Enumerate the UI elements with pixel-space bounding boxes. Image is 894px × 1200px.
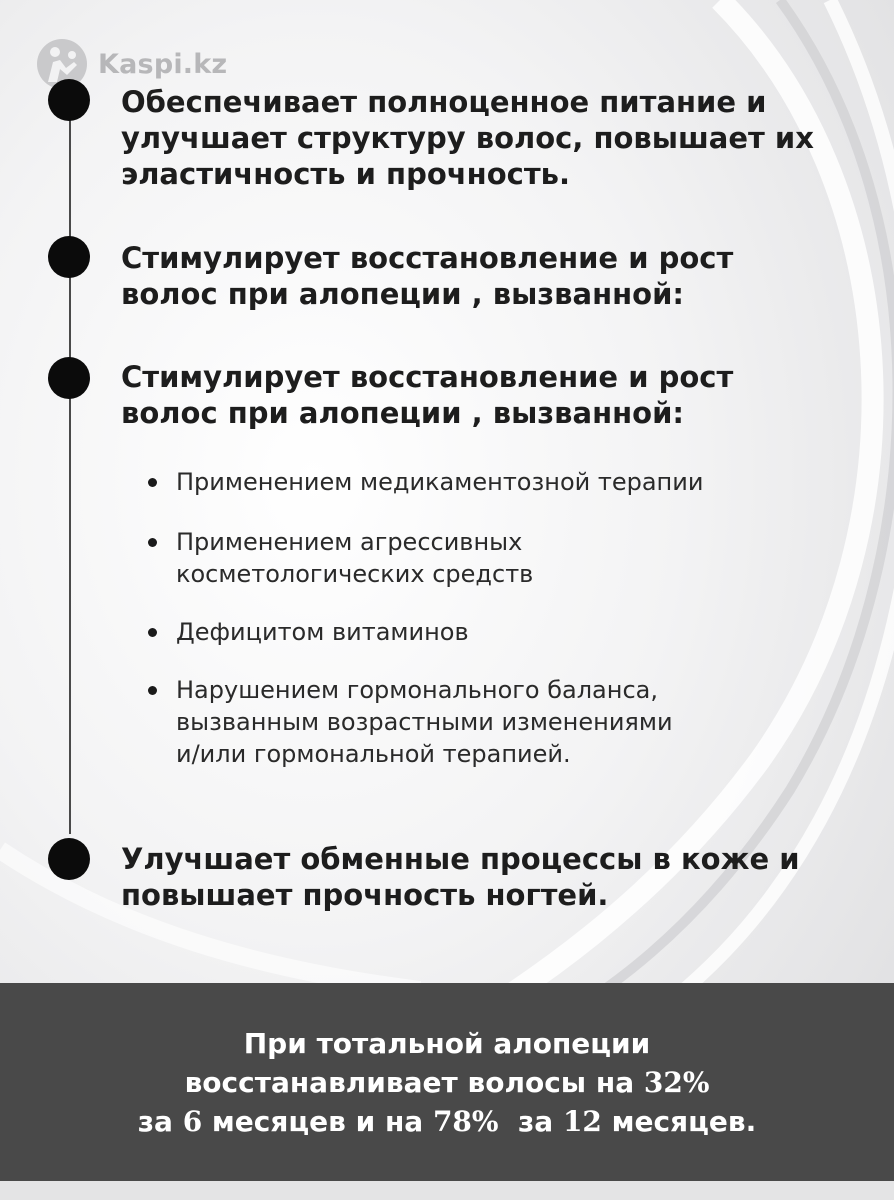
stat-value: 6 bbox=[182, 1104, 203, 1138]
causes-list bbox=[148, 466, 838, 770]
list-item-text: Применением медикаментозной терапии bbox=[176, 468, 704, 496]
banner-text: за bbox=[498, 1104, 563, 1138]
timeline-line bbox=[69, 120, 71, 834]
banner-line: При тотальной алопеции bbox=[243, 1026, 651, 1060]
stat-value: 32% bbox=[643, 1065, 710, 1099]
heading-line: Обеспечивает полноценное питание и bbox=[121, 85, 767, 119]
banner-line bbox=[138, 1102, 756, 1141]
list-item-text: Применением агрессивных bbox=[176, 528, 523, 556]
list-item-text: Нарушением гормонального баланса, bbox=[176, 676, 658, 704]
banner-line bbox=[185, 1063, 710, 1102]
heading-line: Стимулирует восстановление и рост bbox=[121, 360, 734, 394]
section-heading-nutrition bbox=[121, 84, 851, 192]
stat-value: 78% bbox=[432, 1104, 499, 1138]
heading-line: Стимулирует восстановление и рост bbox=[121, 241, 734, 275]
timeline-dot bbox=[48, 236, 90, 278]
bullet-dot bbox=[148, 628, 157, 637]
banner-text: за bbox=[137, 1104, 183, 1138]
heading-line: эластичность и прочность. bbox=[121, 157, 570, 191]
list-item-text: вызванным возрастными изменениями bbox=[176, 708, 673, 736]
banner-text: восстанавливает волосы на bbox=[184, 1065, 644, 1099]
bullet-dot bbox=[148, 686, 157, 695]
list-item bbox=[148, 466, 838, 498]
heading-line: волос при алопеции , вызванной: bbox=[121, 277, 684, 311]
bullet-dot bbox=[148, 478, 157, 487]
heading-line: повышает прочность ногтей. bbox=[121, 878, 609, 912]
banner-text: месяцев. bbox=[601, 1104, 757, 1138]
list-item bbox=[148, 526, 838, 590]
bottom-strip bbox=[0, 1181, 894, 1200]
bullet-dot bbox=[148, 538, 157, 547]
timeline-dot bbox=[48, 357, 90, 399]
list-item-text: Дефицитом витаминов bbox=[176, 618, 469, 646]
section-heading-growth-causes bbox=[121, 359, 851, 431]
section-heading-metabolism bbox=[121, 841, 851, 913]
stat-value: 12 bbox=[562, 1104, 602, 1138]
section-heading-growth bbox=[121, 240, 851, 312]
logo-text: Kaspi.kz bbox=[98, 48, 228, 80]
list-item bbox=[148, 616, 838, 648]
list-item bbox=[148, 674, 838, 770]
timeline-dot bbox=[48, 838, 90, 880]
list-item-text: и/или гормональной терапией. bbox=[176, 740, 571, 768]
list-item-text: косметологических средств bbox=[176, 560, 534, 588]
heading-line: волос при алопеции , вызванной: bbox=[121, 396, 684, 430]
heading-line: улучшает структуру волос, повышает их bbox=[121, 121, 814, 155]
heading-line: Улучшает обменные процессы в коже и bbox=[121, 842, 800, 876]
results-banner bbox=[0, 983, 894, 1181]
timeline-dot bbox=[48, 79, 90, 121]
banner-text: месяцев и на bbox=[202, 1104, 433, 1138]
